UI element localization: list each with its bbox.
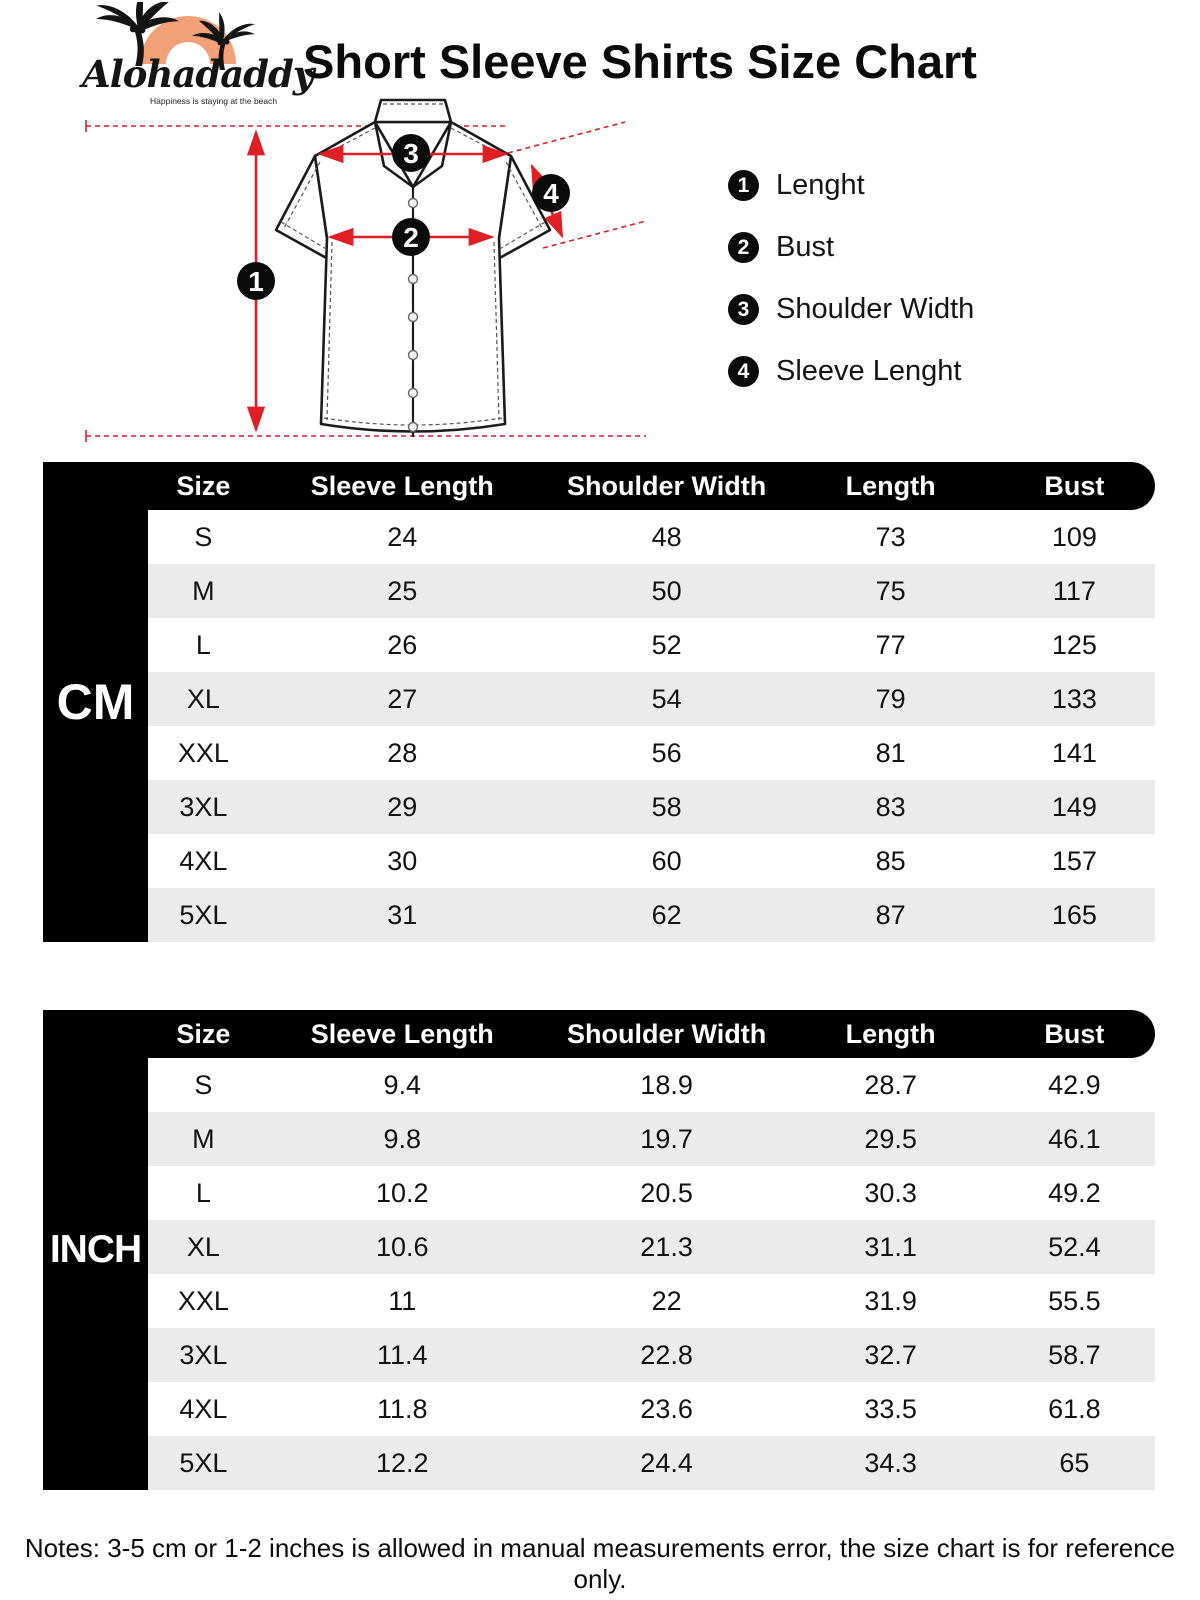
value-cell: 133 [1051, 683, 1097, 714]
value-cell: 79 [875, 683, 906, 714]
measurement-legend [728, 170, 974, 418]
shirt-measurement-diagram [80, 90, 660, 452]
size-cell: M [192, 1123, 215, 1154]
value-cell: 56 [651, 737, 682, 768]
table-row [148, 1166, 1155, 1220]
value-cell: 10.6 [375, 1231, 429, 1262]
value-cell: 58.7 [1048, 1339, 1101, 1370]
value-cell: 141 [1051, 737, 1097, 768]
value-cell: 149 [1051, 791, 1097, 822]
unit-label: INCH [49, 1228, 142, 1271]
size-cell: L [195, 629, 211, 660]
value-cell: 83 [875, 791, 906, 822]
table-header-row [43, 462, 1155, 510]
value-cell: 157 [1051, 845, 1097, 876]
value-cell: 125 [1051, 629, 1097, 660]
table-row [148, 1220, 1155, 1274]
size-cell: 5XL [179, 899, 228, 930]
value-cell: 30 [387, 845, 418, 876]
size-cell: L [195, 1177, 211, 1208]
column-header: Sleeve Length [310, 1018, 494, 1049]
table-row [148, 726, 1155, 780]
column-header: Size [176, 470, 231, 501]
marker-1: 1 [248, 266, 264, 297]
value-cell: 28.7 [864, 1069, 917, 1100]
value-cell: 10.2 [375, 1177, 429, 1208]
brand-tagline: Happiness is staying at the beach [150, 96, 278, 106]
value-cell: 32.7 [864, 1339, 917, 1370]
column-header: Shoulder Width [566, 1018, 767, 1049]
size-cell: XXL [177, 1285, 229, 1316]
unit-band-inch [43, 1010, 148, 1490]
legend-badge-4: 4 [728, 356, 759, 387]
legend-badge-1: 1 [728, 170, 759, 201]
value-cell: 25 [387, 575, 418, 606]
table-row [148, 1328, 1155, 1382]
value-cell: 18.9 [640, 1069, 693, 1100]
value-cell: 9.4 [383, 1069, 422, 1100]
value-cell: 85 [875, 845, 906, 876]
column-header: Shoulder Width [566, 470, 767, 501]
table-row [148, 564, 1155, 618]
value-cell: 87 [875, 899, 906, 930]
table-row [148, 618, 1155, 672]
value-cell: 61.8 [1048, 1393, 1101, 1424]
value-cell: 46.1 [1048, 1123, 1101, 1154]
value-cell: 11.4 [376, 1339, 428, 1370]
value-cell: 60 [651, 845, 682, 876]
value-cell: 49.2 [1048, 1177, 1101, 1208]
value-cell: 19.7 [640, 1123, 693, 1154]
value-cell: 23.6 [640, 1393, 693, 1424]
legend-label: Shoulder Width [776, 293, 975, 325]
table-row [148, 1274, 1155, 1328]
table-row [148, 1112, 1155, 1166]
size-cell: 4XL [179, 1393, 228, 1424]
value-cell: 62 [651, 899, 682, 930]
value-cell: 9.8 [383, 1123, 422, 1154]
page-title: Short Sleeve Shirts Size Chart [303, 35, 977, 88]
value-cell: 75 [875, 575, 906, 606]
value-cell: 55.5 [1048, 1285, 1101, 1316]
size-table-inch [43, 1010, 1155, 1490]
value-cell: 34.3 [864, 1447, 917, 1478]
legend-label: Bust [776, 231, 835, 263]
legend-item-sleeve-length [728, 356, 974, 387]
size-cell: XL [186, 1231, 220, 1262]
legend-item-length [728, 170, 974, 201]
value-cell: 81 [875, 737, 906, 768]
brand-name: Alohadaddy [82, 52, 314, 96]
table-row [148, 510, 1155, 564]
value-cell: 48 [651, 521, 682, 552]
value-cell: 11 [388, 1285, 417, 1316]
table-row [148, 672, 1155, 726]
table-row [148, 888, 1155, 942]
column-header: Bust [1044, 470, 1105, 501]
table-row [148, 1382, 1155, 1436]
value-cell: 52 [651, 629, 682, 660]
value-cell: 22.8 [640, 1339, 693, 1370]
value-cell: 20.5 [640, 1177, 693, 1208]
column-header: Length [845, 1018, 936, 1049]
size-cell: M [192, 575, 215, 606]
column-header: Sleeve Length [310, 470, 494, 501]
value-cell: 33.5 [864, 1393, 917, 1424]
value-cell: 54 [651, 683, 682, 714]
value-cell: 50 [651, 575, 682, 606]
value-cell: 31 [387, 899, 418, 930]
value-cell: 27 [387, 683, 418, 714]
unit-label: CM [56, 674, 135, 730]
table-row [148, 780, 1155, 834]
size-cell: XL [186, 683, 220, 714]
table-row [148, 1058, 1155, 1112]
size-cell: 3XL [179, 1339, 228, 1370]
size-cell: S [194, 1069, 213, 1100]
legend-label: Sleeve Lenght [776, 355, 962, 387]
legend-item-bust [728, 232, 974, 263]
value-cell: 29.5 [864, 1123, 917, 1154]
value-cell: 31.9 [864, 1285, 917, 1316]
legend-label: Lenght [776, 169, 865, 201]
value-cell: 22 [651, 1285, 682, 1316]
size-cell: 4XL [179, 845, 228, 876]
value-cell: 11.8 [376, 1393, 428, 1424]
value-cell: 58 [651, 791, 682, 822]
table-row [148, 1436, 1155, 1490]
column-header: Size [176, 1018, 231, 1049]
value-cell: 117 [1052, 575, 1096, 606]
size-cell: 3XL [179, 791, 228, 822]
value-cell: 12.2 [375, 1447, 429, 1478]
size-cell: 5XL [179, 1447, 228, 1478]
column-header: Bust [1044, 1018, 1105, 1049]
legend-badge-3: 3 [728, 294, 759, 325]
value-cell: 77 [875, 629, 906, 660]
legend-badge-2: 2 [728, 232, 759, 263]
value-cell: 31.1 [864, 1231, 917, 1262]
value-cell: 165 [1051, 899, 1097, 930]
value-cell: 30.3 [864, 1177, 917, 1208]
marker-3: 3 [403, 138, 419, 169]
value-cell: 29 [387, 791, 418, 822]
unit-band-cm [43, 462, 148, 942]
notes-text: Notes: 3-5 cm or 1-2 inches is allowed in manual measurements error, the size chart is for reference only. [24, 1533, 1176, 1594]
value-cell: 24.4 [640, 1447, 693, 1478]
value-cell: 109 [1051, 521, 1097, 552]
size-cell: XXL [177, 737, 229, 768]
value-cell: 26 [387, 629, 418, 660]
value-cell: 42.9 [1048, 1069, 1101, 1100]
table-row [148, 834, 1155, 888]
value-cell: 21.3 [640, 1231, 693, 1262]
table-header-row [43, 1010, 1155, 1058]
size-cell: S [194, 521, 213, 552]
value-cell: 28 [387, 737, 418, 768]
size-table-cm [43, 462, 1155, 942]
table-body [148, 1058, 1155, 1490]
value-cell: 24 [387, 521, 418, 552]
table-body [148, 510, 1155, 942]
legend-item-shoulder-width [728, 294, 974, 325]
marker-2: 2 [403, 222, 419, 253]
marker-4: 4 [543, 178, 559, 209]
value-cell: 73 [875, 521, 906, 552]
column-header: Length [845, 470, 936, 501]
value-cell: 52.4 [1048, 1231, 1101, 1262]
value-cell: 65 [1059, 1447, 1090, 1478]
